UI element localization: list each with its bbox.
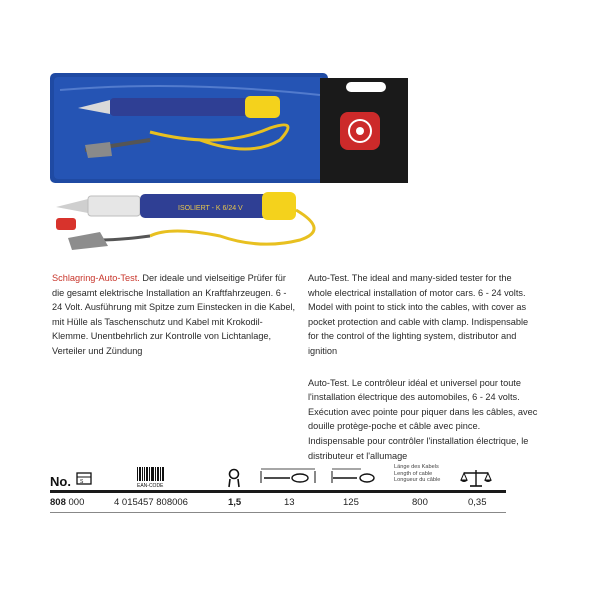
cable-length-header: Länge des Kabels Length of cable Longueur du câble xyxy=(394,464,441,484)
cell-probe-length: 13 xyxy=(284,497,295,508)
product-title-german: Schlagring-Auto-Test. xyxy=(52,273,140,283)
tip-length-icon xyxy=(331,468,377,486)
cell-cable-length: 800 xyxy=(412,497,428,508)
barcode-icon xyxy=(136,466,166,488)
product-illustration xyxy=(0,0,600,265)
tester-imprint: ISOLIERT - K 6/24 V xyxy=(178,205,243,212)
cell-tip-length: 125 xyxy=(343,497,359,508)
product-photo xyxy=(0,0,600,265)
cell-weight: 0,35 xyxy=(468,497,487,508)
package-icon xyxy=(76,470,92,486)
pouch-package xyxy=(50,73,328,183)
english-text: Auto-Test. The ideal and many-sided tester for the whole electrical installation of motor cars. 6 - 24 volts. Model with point to stick into the cables, with cover as pocket protection and cable with clamp. Indispensable for the control of the lighting system, distributor and ignition xyxy=(308,273,529,356)
row-rule xyxy=(50,512,506,513)
cell-ean: 4 015457 808006 xyxy=(114,497,188,508)
french-text: Auto-Test. Le contrôleur idéal et universel pour toute l'installation électrique des automobiles, 6 - 24 volts. Exécution avec pointe pour piquer dans les câbles, avec douille protège-poche et câble avec pince. Indispensable pour contrôler l'installation électrique, le distributeur et l'allumage xyxy=(308,377,538,461)
description-german xyxy=(52,271,298,359)
ean-label: EAN-CODE xyxy=(137,483,164,488)
description-en-fr xyxy=(308,271,538,463)
loose-tester xyxy=(56,192,314,250)
spec-header xyxy=(50,462,506,490)
header-card xyxy=(320,78,408,183)
cell-article-no: 808 000 xyxy=(50,497,85,508)
no-label: No. xyxy=(50,474,71,489)
header-rule xyxy=(50,490,506,493)
scale-icon xyxy=(460,468,492,488)
german-text: Der ideale und vielseitige Prüfer für die gesamt elektrische Installation an Kraftfahrzeugen. 6 - 24 Volt. Ausführung mit Spitze zum Einstecken in die Kabel, mit Hülle als Taschenschutz und Kabel mit Krokodil-Klemme. Unentbehrlich zur Kontrolle von Lichtanlage, Verteiler und Zündung xyxy=(52,273,296,356)
plier-size-icon xyxy=(227,468,241,488)
probe-length-icon xyxy=(260,468,316,486)
spec-table xyxy=(50,462,506,514)
cell-size: 1,5 xyxy=(228,497,242,508)
svg-text:S: S xyxy=(80,479,84,485)
